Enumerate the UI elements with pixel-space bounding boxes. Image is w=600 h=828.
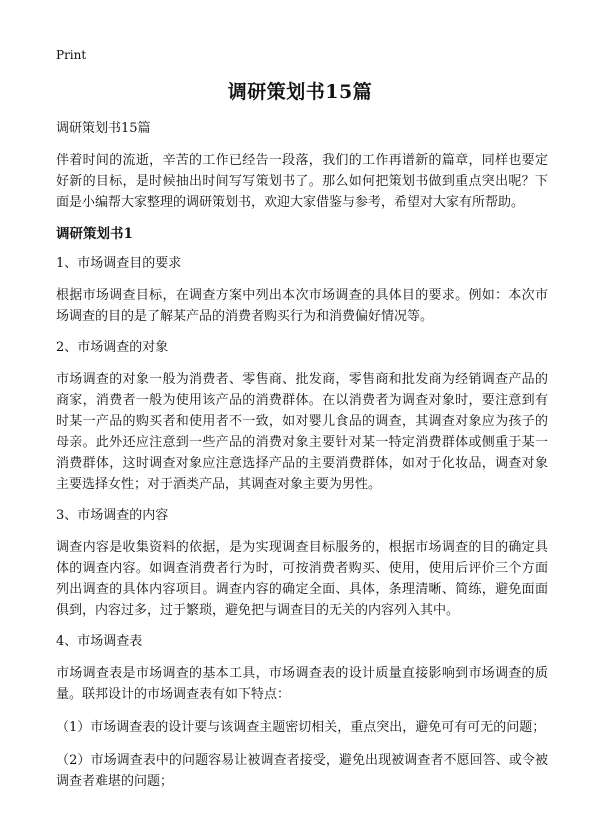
paragraph: 根据市场调查目标，在调查方案中列出本次市场调查的具体目的要求。例如：本次市场调查的目的是了解某产品的消费者购买行为和消费偏好情况等。 <box>56 288 548 324</box>
document-subtitle: 调研策划书15篇 <box>56 121 151 136</box>
document-title: 调研策划书15篇 <box>227 81 373 103</box>
item-heading: 1、市场调查目的要求 <box>56 256 182 271</box>
item-heading: 3、市场调查的内容 <box>56 508 169 523</box>
paragraph: 市场调查的对象一般为消费者、零售商、批发商，零售商和批发商为经销调查产品的商家，消费者一般为使用该产品的消费群体。在以消费者为调查对象时，要注意到有时某一产品的购买者和使用者不一致，如对婴儿食品的调查，其调查对象应为孩子的母亲。此外还应注意到一些产品的消费对象主要针对某一特定消费群体或侧重于某一消费群体，这时调查对象应注意选择产品的主要消费群体，如对于化妆品，调查对象主要选择女性；对于酒类产品，其调查对象主要为男性。 <box>56 372 548 492</box>
paragraph: 市场调查表是市场调查的基本工具，市场调查表的设计质量直接影响到市场调查的质量。联邦设计的市场调查表有如下特点： <box>56 666 548 702</box>
document-body <box>56 120 548 804</box>
paragraph: 调查内容是收集资料的依据，是为实现调查目标服务的，根据市场调查的目的确定具体的调查内容。如调查消费者行为时，可按消费者购买、使用，使用后评价三个方面列出调查的具体内容项目。调查内容的确定全面、具体，条理清晰、简练，避免面面俱到，内容过多，过于繁琐，避免把与调查目的无关的内容列入其中。 <box>56 540 548 618</box>
section-heading: 调研策划书1 <box>56 226 133 242</box>
item-heading: 4、市场调查表 <box>56 634 143 649</box>
item-heading: 2、市场调查的对象 <box>56 340 169 355</box>
print-link[interactable]: Print <box>56 48 87 62</box>
list-paragraph: （2）市场调查表中的问题容易让被调查者接受，避免出现被调查者不愿回答、或令被调查者难堪的问题； <box>56 753 548 789</box>
intro-paragraph: 伴着时间的流逝，辛苦的工作已经告一段落，我们的工作再谱新的篇章，同样也要定好新的目标，是时候抽出时间写写策划书了。那么如何把策划书做到重点突出呢？下面是小编帮大家整理的调研策划书，欢迎大家借鉴与参考，希望对大家有所帮助。 <box>56 153 548 210</box>
list-paragraph: （1）市场调查表的设计要与该调查主题密切相关，重点突出，避免可有可无的问题； <box>56 720 546 735</box>
